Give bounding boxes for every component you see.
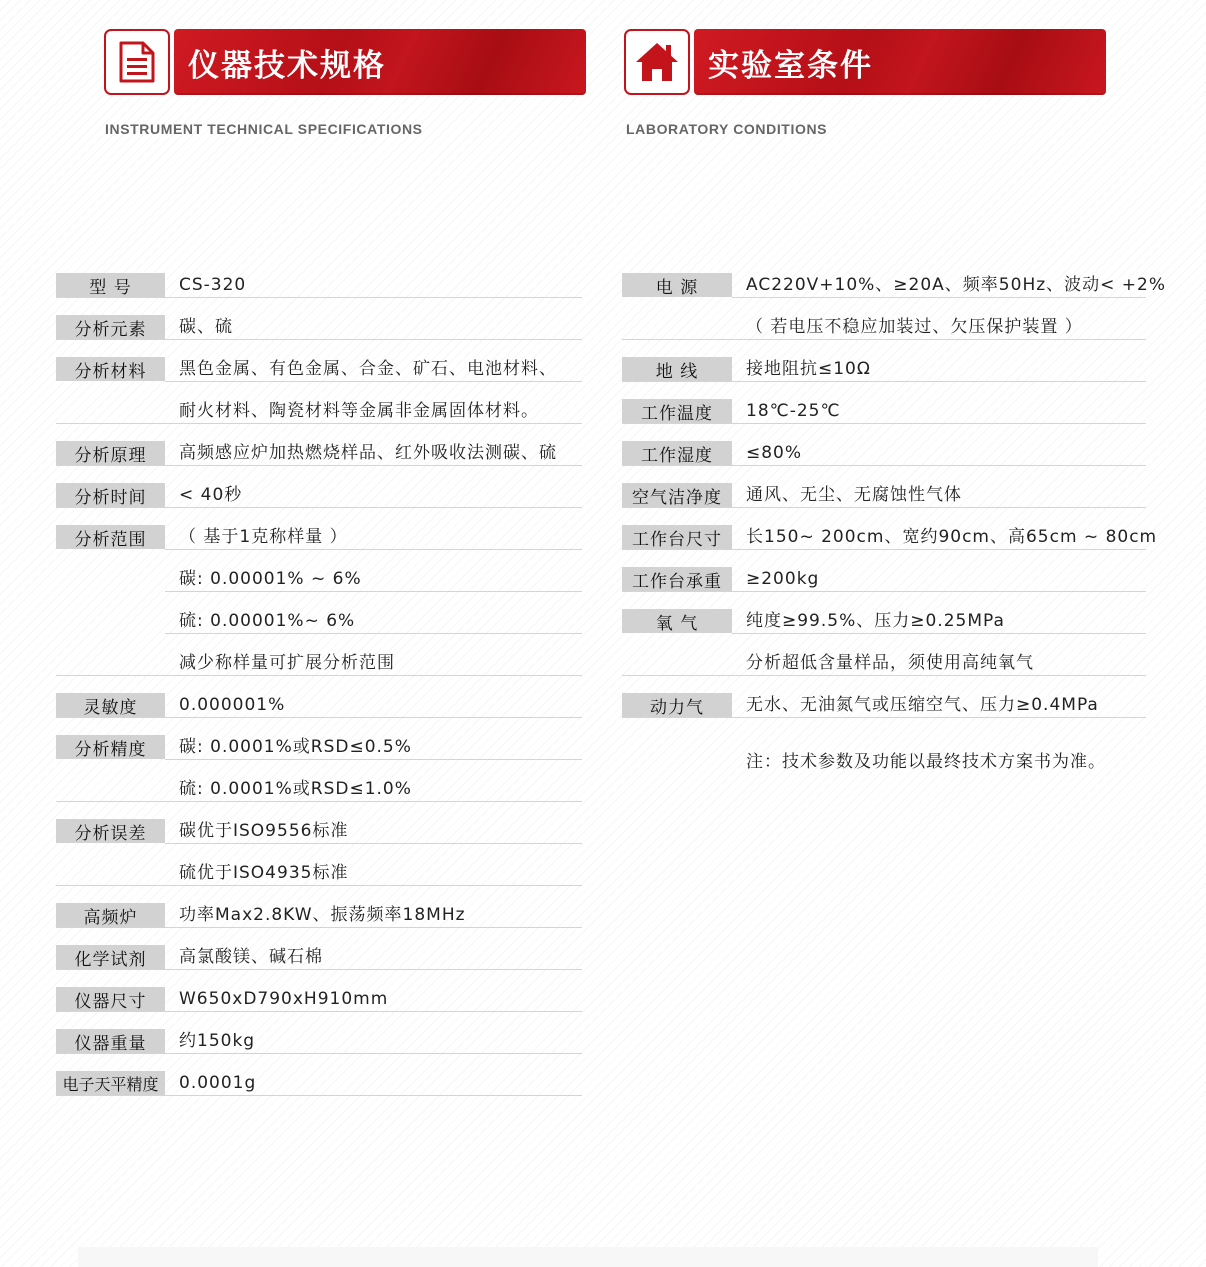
lab-subtitle: LABORATORY CONDITIONS bbox=[626, 121, 828, 137]
lab-row-divider bbox=[622, 549, 1146, 550]
spec-row-divider bbox=[165, 591, 582, 592]
spec-row-value: 碳: 0.0001%或RSD≤0.5% bbox=[179, 737, 412, 757]
spec-row-label: 分析范围 bbox=[56, 525, 165, 549]
spec-row-divider bbox=[56, 1011, 582, 1012]
lab-title-text: 实验室条件 bbox=[708, 47, 873, 84]
spec-row-label: 仪器尺寸 bbox=[56, 987, 165, 1011]
lab-row-label: 工作温度 bbox=[622, 399, 732, 423]
lab-row-value: AC220V+10%、≥20A、频率50Hz、波动< +2% bbox=[746, 275, 1167, 295]
lab-row-divider bbox=[622, 339, 1146, 340]
lab-row-value: （ 若电压不稳应加装过、欠压保护装置 ） bbox=[746, 317, 1083, 337]
spec-row-value: 约150kg bbox=[179, 1031, 256, 1051]
spec-row-label: 电子天平精度 bbox=[56, 1071, 165, 1095]
spec-row-value: CS-320 bbox=[179, 275, 247, 295]
lab-row-divider bbox=[622, 717, 1146, 718]
spec-row-label: 分析材料 bbox=[56, 357, 165, 381]
spec-row-divider bbox=[56, 1095, 582, 1096]
lab-row-divider bbox=[622, 381, 1146, 382]
spec-row-label: 分析精度 bbox=[56, 735, 165, 759]
lab-row-divider bbox=[732, 297, 1146, 298]
lab-row-label: 电 源 bbox=[622, 273, 732, 297]
spec-row-value: 0.000001% bbox=[179, 695, 286, 715]
footer-strip bbox=[78, 1247, 1098, 1267]
spec-title bbox=[174, 29, 586, 95]
spec-row-divider bbox=[165, 843, 582, 844]
spec-row-label: 分析元素 bbox=[56, 315, 165, 339]
spec-row-divider bbox=[56, 717, 582, 718]
spec-row-value: 功率Max2.8KW、振荡频率18MHz bbox=[179, 905, 466, 925]
spec-row-label: 分析误差 bbox=[56, 819, 165, 843]
lab-row-value: 分析超低含量样品，须使用高纯氧气 bbox=[746, 653, 1034, 673]
spec-row-divider bbox=[56, 339, 582, 340]
lab-row-value: ≤80% bbox=[746, 443, 803, 463]
lab-row-label: 工作湿度 bbox=[622, 441, 732, 465]
spec-row-divider bbox=[56, 423, 582, 424]
spec-row-divider bbox=[56, 885, 582, 886]
spec-row-value: 耐火材料、陶瓷材料等金属非金属固体材料。 bbox=[179, 401, 539, 421]
lab-row-label: 氧 气 bbox=[622, 609, 732, 633]
lab-row-label: 地 线 bbox=[622, 357, 732, 381]
spec-row-divider bbox=[56, 465, 582, 466]
lab-row-label: 工作台承重 bbox=[622, 567, 732, 591]
spec-row-value: 硫优于ISO4935标准 bbox=[179, 863, 349, 883]
spec-row-value: 减少称样量可扩展分析范围 bbox=[179, 653, 395, 673]
lab-row-divider bbox=[622, 675, 1146, 676]
spec-row-value: 碳: 0.00001% ~ 6% bbox=[179, 569, 362, 589]
spec-row-value: 黑色金属、有色金属、合金、矿石、电池材料、 bbox=[179, 359, 557, 379]
lab-row-label: 空气洁净度 bbox=[622, 483, 732, 507]
spec-row-value: W650xD790xH910mm bbox=[179, 989, 389, 1009]
spec-row-divider bbox=[165, 633, 582, 634]
spec-row-divider bbox=[165, 549, 582, 550]
spec-row-divider bbox=[56, 969, 582, 970]
lab-row-value: 通风、无尘、无腐蚀性气体 bbox=[746, 485, 962, 505]
spec-row-label: 灵敏度 bbox=[56, 693, 165, 717]
lab-row-value: 接地阻抗≤10Ω bbox=[746, 359, 871, 379]
spec-row-label: 仪器重量 bbox=[56, 1029, 165, 1053]
spec-row-label: 分析时间 bbox=[56, 483, 165, 507]
spec-row-value: 硫: 0.00001%~ 6% bbox=[179, 611, 356, 631]
lab-title bbox=[694, 29, 1106, 95]
spec-row-divider bbox=[56, 801, 582, 802]
spec-row-label: 分析原理 bbox=[56, 441, 165, 465]
spec-row-divider bbox=[56, 927, 582, 928]
spec-title-text: 仪器技术规格 bbox=[188, 47, 386, 84]
spec-icon-box bbox=[104, 29, 170, 95]
spec-row-value: 碳、硫 bbox=[179, 317, 233, 337]
spec-row-value: 碳优于ISO9556标准 bbox=[179, 821, 349, 841]
lab-row-divider bbox=[622, 507, 1146, 508]
spec-row-divider bbox=[56, 507, 582, 508]
lab-note: 注：技术参数及功能以最终技术方案书为准。 bbox=[746, 752, 1106, 772]
spec-row-value: 硫: 0.0001%或RSD≤1.0% bbox=[179, 779, 412, 799]
document-icon bbox=[118, 41, 156, 83]
spec-row-value: （ 基于1克称样量 ） bbox=[179, 527, 348, 547]
spec-row-value: 高氯酸镁、碱石棉 bbox=[179, 947, 323, 967]
spec-row-divider bbox=[165, 381, 582, 382]
lab-row-divider bbox=[622, 465, 1146, 466]
house-icon bbox=[633, 40, 681, 84]
lab-row-value: 无水、无油氮气或压缩空气、压力≥0.4MPa bbox=[746, 695, 1099, 715]
spec-row-divider bbox=[56, 1053, 582, 1054]
spec-row-divider bbox=[56, 675, 582, 676]
spec-row-label: 型 号 bbox=[56, 273, 165, 297]
spec-row-label: 化学试剂 bbox=[56, 945, 165, 969]
spec-row-value: 0.0001g bbox=[179, 1073, 257, 1093]
spec-row-divider bbox=[165, 759, 582, 760]
spec-row-value: 高频感应炉加热燃烧样品、红外吸收法测碳、硫 bbox=[179, 443, 557, 463]
lab-row-divider bbox=[732, 633, 1146, 634]
lab-icon-box bbox=[624, 29, 690, 95]
spec-row-label: 高频炉 bbox=[56, 903, 165, 927]
spec-subtitle: INSTRUMENT TECHNICAL SPECIFICATIONS bbox=[105, 121, 423, 137]
lab-row-value: 18℃-25℃ bbox=[746, 401, 841, 421]
spec-row-divider bbox=[56, 297, 582, 298]
lab-row-divider bbox=[622, 591, 1146, 592]
spec-row-value: < 40秒 bbox=[179, 485, 243, 505]
lab-row-label: 动力气 bbox=[622, 693, 732, 717]
lab-row-value: 纯度≥99.5%、压力≥0.25MPa bbox=[746, 611, 1005, 631]
lab-row-divider bbox=[622, 423, 1146, 424]
lab-row-label: 工作台尺寸 bbox=[622, 525, 732, 549]
lab-row-value: 长150~ 200cm、宽约90cm、高65cm ~ 80cm bbox=[746, 527, 1158, 547]
lab-row-value: ≥200kg bbox=[746, 569, 820, 589]
